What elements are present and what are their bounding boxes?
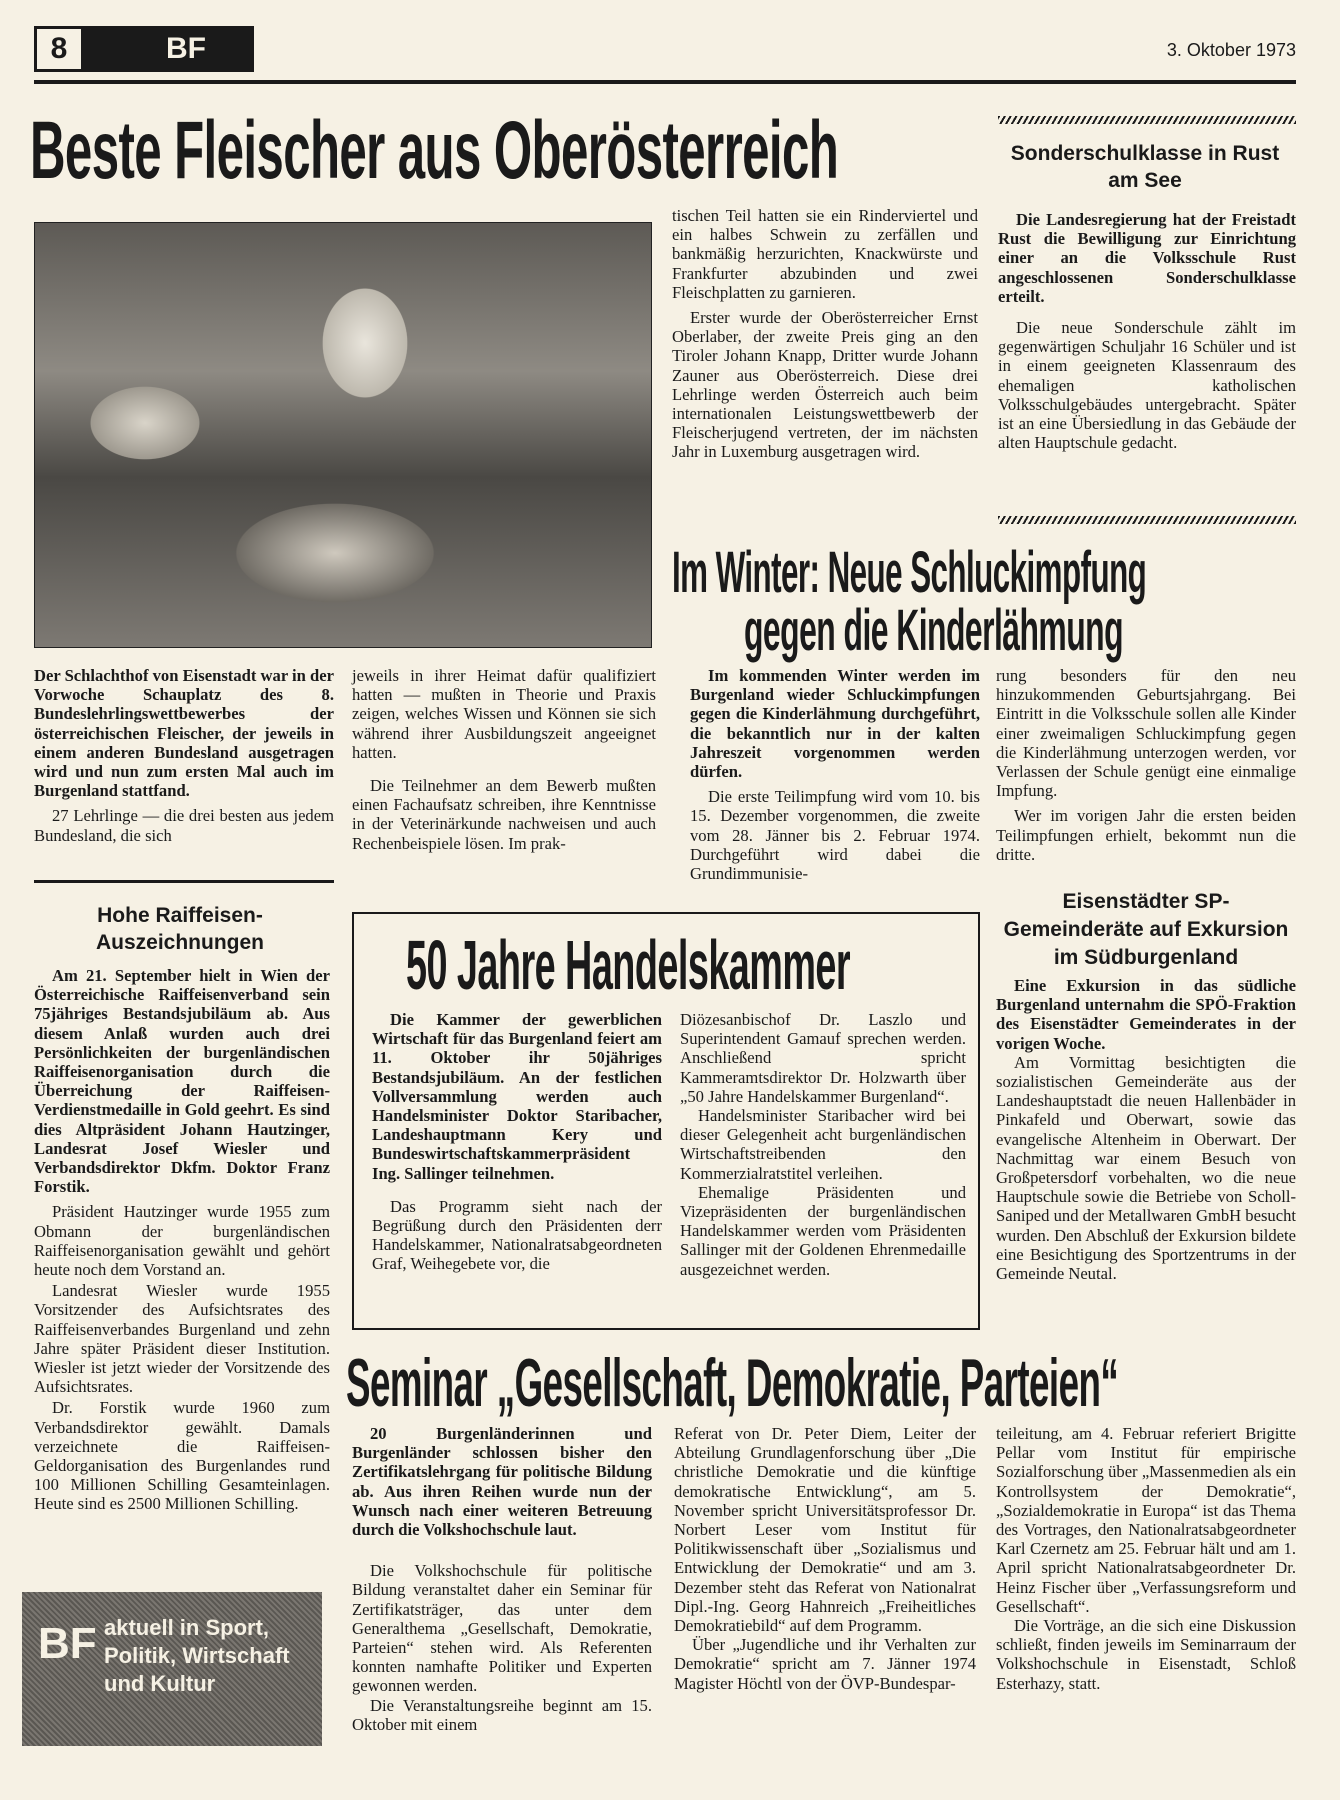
raiffeisen-p4: Dr. Forstik wurde 1960 zum Verbandsdirektor gewählt. Damals verzeichnete die Raiffeisen-Geldorganisation des Burgenlandes rund 100 Millionen Schilling Gesamteinlagen. Heute sind es 2500 Millionen Schilling.: [34, 1398, 330, 1514]
seminar-col1-p3: Die Veranstaltungsreihe beginnt am 15. Oktober mit einem: [352, 1695, 652, 1734]
rust-body: Die neue Sonderschule zählt im gegenwärtigen Schuljahr 16 Schüler und ist in einem geeigneten Klassenraum des ehemaligen katholischen Volksschulgebäudes untergebracht. Später ist an eine Übersiedlung in das Gebäude der alten Hauptschule gedacht.: [998, 318, 1296, 453]
handelskammer-p2: Das Programm sieht nach der Begrüßung durch den Präsidenten derr Handelskammer, Nationalratsabgeordneten Graf, Weihegebete vor, die: [372, 1196, 662, 1274]
main-article-col2: [352, 666, 656, 859]
main-col1-p2: 27 Lehrlinge — die drei besten aus jedem Bundesland, die sich: [34, 806, 334, 845]
paper-name: BF: [166, 32, 206, 65]
raiffeisen-headline: Hohe Raiffeisen-Auszeichnungen: [95, 904, 264, 954]
vaccine-col2-p1: rung besonders für den neu hinzukommenden Geburtsjahrgang. Bei Eintritt in die Volksschule sollen alle Kinder einer zweimaligen Schluckimpfung gegen die Kinderlähmung unterzogen werden, vor Verlassen der Schule genügt eine einmalige Impfung.: [996, 666, 1296, 801]
main-col2-p2: Die Teilnehmer an dem Bewerb mußten einen Fachaufsatz schreiben, ihre Kenntnisse in der Veterinärkunde nachweisen und auch Rechenbeispiele lösen. Im prak-: [352, 776, 656, 853]
raiffeisen-top-rule: [34, 880, 334, 883]
vaccine-col1-p2: Die erste Teilimpfung wird vom 10. bis 15. Dezember vorgenommen, die zweite vom 28. Jänner bis 2. Februar 1974. Durchgeführt wird dabei die Grundimmunisie-: [690, 787, 980, 884]
main-col3-p1: tischen Teil hatten sie ein Rinderviertel und ein halbes Schwein zu zerfällen und bankmäßig herzurichten, Knackwürste und Frankfurter abzubinden und zwei Fleischplatten zu garnieren.: [672, 206, 978, 302]
vaccine-lead: Im kommenden Winter werden im Burgenland wieder Schluckimpfungen gegen die Kinderlähmung durchgeführt, die bekanntlich nur in der kalten Jahreszeit vorgenommen werden dürfen.: [690, 666, 980, 782]
bf-promo-tagline: aktuell in Sport, Politik, Wirtschaft und Kultur: [104, 1615, 290, 1696]
handelskammer-col2-p1: Diözesanbischof Dr. Laszlo und Superintendent Gamauf sprechen werden. Anschließend spricht Kammeramtsdirektor Dr. Holzwarth über „50 Jahre Handelskammer Burgenland“.: [680, 1010, 966, 1106]
handelskammer-col2-p2: Handelsminister Staribacher wird bei dieser Gelegenheit acht burgenländischen Wirtschaftstreibenden den Kommerzialratstitel verleihen.: [680, 1106, 966, 1183]
seminar-col2: [674, 1424, 976, 1699]
vaccine-col2: [996, 666, 1296, 870]
seminar-headline: Seminar „Gesellschaft, Demokratie, Parteien“: [346, 1345, 1119, 1421]
handelskammer-box: [352, 912, 980, 1330]
vaccine-headline-line2: gegen die Kinderlähmung: [744, 598, 1124, 663]
page-number-box: [34, 26, 84, 72]
raiffeisen-p3: Landesrat Wiesler wurde 1955 Vorsitzender des Aufsichtsrates des Raiffeisenverbandes Burgenland und zehn Jahre später Präsident dieser Institution. Wiesler ist jetzt wieder der Vorsitzende des Aufsichtsrates.: [34, 1281, 330, 1397]
paper-name-bar: [82, 26, 254, 72]
vaccine-col1: [690, 666, 980, 889]
handelskammer-col2: [680, 1010, 966, 1285]
rust-top-hatch: [998, 116, 1296, 124]
masthead: [34, 26, 1296, 88]
main-lead: Der Schlachthof von Eisenstadt war in der Vorwoche Schauplatz des 8. Bundeslehrlingswettbewerbes der österreichischen Fleischer, der jeweils in einem anderen Bundesland ausgetragen wird und nun zum ersten Mal auch im Burgenland stattfand.: [34, 666, 334, 801]
rust-headline: Sonderschulklasse in Rust am See: [1010, 142, 1280, 192]
vaccine-headline-line1: Im Winter: Neue Schluckimpfung: [672, 540, 1147, 605]
rust-bottom-hatch: [998, 516, 1296, 524]
sp-body: Am Vormittag besichtigten die sozialistischen Gemeinderäte aus der Landeshauptstadt die neuen Hallenbäder in Pinkafeld und Oberwart, sowie das evangelische Altenheim in Oberwart. Der Nachmittag war einem Besuch von Großpetersdorf vorbehalten, wo die neue Hauptschule sowie die Betriebe von Scholl-Saniped und der Metallwaren GmbH besucht wurden. Den Abschluß der Exkursion bildete eine Besichtigung des Sportzentrums in der Gemeinde Neutal.: [996, 1052, 1296, 1284]
rust-lead: Die Landesregierung hat der Freistadt Rust die Bewilligung zur Einrichtung einer an die Volksschule Rust angeschlossenen Sonderschulklasse erteilt.: [998, 210, 1296, 306]
seminar-col2-p1: Referat von Dr. Peter Diem, Leiter der Abteilung Grundlagenforschung über „Die christliche Demokratie und die künftige demokratische Entwicklung“, am 5. November spricht Universitätsprofessor Dr. Norbert Leser vom Institut für Politikwissenschaft über „Sozialismus und Entwicklung der Demokratie“ und am 3. Dezember steht das Referat von Nationalrat Dipl.-Ing. Georg Hahnreich „Freiheitliches Demokratiebild“ auf dem Programm.: [674, 1424, 976, 1636]
sp-headline: Eisenstädter SP-Gemeinderäte auf Exkursion im Südburgenland: [1003, 890, 1289, 969]
bf-promo-box: [22, 1592, 322, 1746]
raiffeisen-article: [34, 966, 330, 1520]
seminar-col1: [352, 1424, 652, 1740]
issue-date: 3. Oktober 1973: [1166, 40, 1296, 60]
seminar-col2-p2: Über „Jugendliche und ihr Verhalten zur Demokratie“ spricht am 7. Jänner 1974 Magister Höchtl von der ÖVP-Bundespar-: [674, 1635, 976, 1693]
masthead-rule: [34, 80, 1296, 84]
handelskammer-headline: 50 Jahre Handelskammer: [406, 926, 851, 1004]
main-article-col1: [34, 666, 334, 851]
vaccine-col2-p2: Wer im vorigen Jahr die ersten beiden Teilimpfungen erhielt, bekommt nun die dritte.: [996, 806, 1296, 864]
main-headline: Beste Fleischer aus Oberösterreich: [30, 105, 839, 196]
seminar-col3: [996, 1424, 1296, 1699]
handelskammer-lead: Die Kammer der gewerblichen Wirtschaft für das Burgenland feiert am 11. Oktober ihr 50jähriges Bestandsjubiläum. An der festlichen Vollversammlung werden auch Handelsminister Doktor Staribacher, Landeshauptmann Kery und Bundeswirtschaftskammerpräsident Ing. Sallinger teilnehmen.: [372, 1010, 662, 1183]
seminar-col3-p1: teileitung, am 4. Februar referiert Brigitte Pellar vom Institut für empirische Sozialforschung über „Massenmedien als ein Kontrollsystem der Demokratie“, „Sozialdemokratie in Europa“ ist das Thema des Vortrages, den Nationalratsabgeordneter Karl Czernetz am 25. Februar hält und am 1. April spricht Nationalratsabgeordneter Dr. Heinz Fischer über „Verfassungsreform und Gesellschaft“.: [996, 1424, 1296, 1616]
main-col2-p1: jeweils in ihrer Heimat dafür qualifiziert hatten — mußten in Theorie und Praxis zeigen, welches Wissen und Können sie sich während ihrer Ausbildungszeit angeeignet hatten.: [352, 666, 656, 762]
bf-promo-logo: BF: [38, 1619, 97, 1668]
main-col3-p2: Erster wurde der Oberösterreicher Ernst Oberlaber, der zweite Preis ging an den Tiroler Johann Knapp, Dritter wurde Johann Zauner aus Oberösterreich. Diese drei Lehrlinge werden Österreich auch beim internationalen Leistungswettbewerb der Fleischerjugend vertreten, der im nächsten Jahr in Luxemburg ausgetragen wird.: [672, 308, 978, 462]
page-number: 8: [50, 32, 68, 65]
main-article-col3: [672, 206, 978, 468]
raiffeisen-p2: Präsident Hautzinger wurde 1955 zum Obmann der burgenländischen Raiffeisenorganisation gewählt und gehört heute noch dem Vorstand an.: [34, 1202, 330, 1280]
handelskammer-col1: [372, 1010, 662, 1280]
seminar-col1-p2: Die Volkshochschule für politische Bildung veranstaltet daher ein Seminar für Zertifikatsträger, das unter dem Generalthema „Gesellschaft, Demokratie, Parteien“ stehen wird. Als Referenten konnten namhafte Politiker und Experten gewonnen werden.: [352, 1561, 652, 1696]
handelskammer-col2-p3: Ehemalige Präsidenten und Vizepräsidenten der burgenländischen Handelskammer werden vom Präsidenten Sallinger mit der Goldenen Ehrenmedaille ausgezeichnet werden.: [680, 1182, 966, 1279]
sp-article: [996, 976, 1296, 1289]
rust-article: [998, 210, 1296, 458]
seminar-col3-p2: Die Vorträge, an die sich eine Diskussion schließt, finden jeweils im Seminarraum der Volkshochschule in Eisenstadt, Schloß Esterhazy, statt.: [996, 1616, 1296, 1693]
seminar-lead: 20 Burgenländerinnen und Burgenländer schlossen bisher den Zertifikatslehrgang für politische Bildung ab. Aus ihren Reihen wurde nun der Wunsch nach einer weiteren Betreuung durch die Volkshochschule laut.: [352, 1424, 652, 1540]
raiffeisen-lead: Am 21. September hielt in Wien der Österreichische Raiffeisenverband sein 75jähriges Bestandsjubiläum ab. Aus diesem Anlaß wurden auch drei Persönlichkeiten der burgenländischen Raiffeisenorganisation durch die Überreichung der Raiffeisen-Verdienstmedaille in Gold geehrt. Es sind dies Altpräsident Johann Hautzinger, Landesrat Josef Wiesler und Verbandsdirektor Dkfm. Doktor Franz Forstik.: [34, 966, 330, 1197]
butcher-photo: [34, 222, 652, 648]
sp-lead: Eine Exkursion in das südliche Burgenland unternahm die SPÖ-Fraktion des Eisenstädter Gemeinderates in der vorigen Woche.: [996, 976, 1296, 1053]
